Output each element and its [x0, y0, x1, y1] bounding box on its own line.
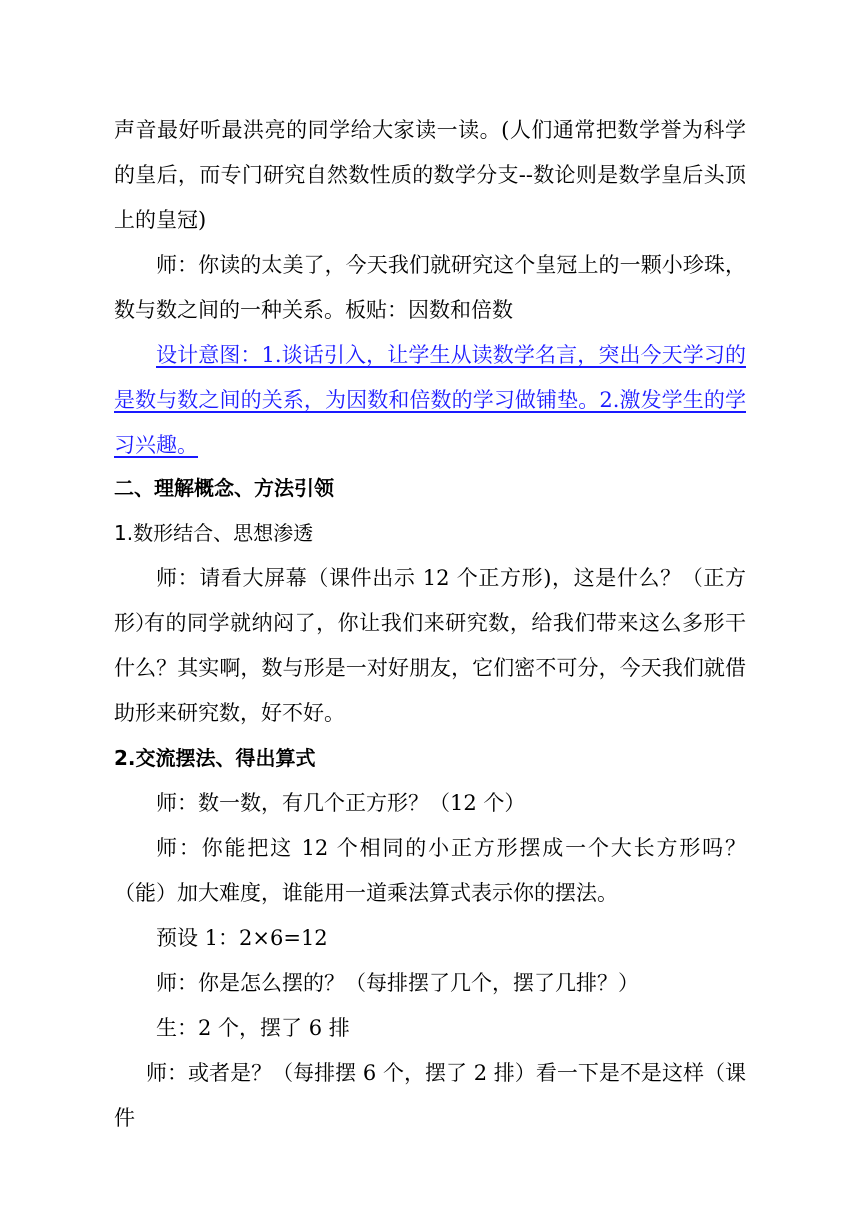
paragraph-teacher-crown: 师：你读的太美了，今天我们就研究这个皇冠上的一颗小珍珠，数与数之间的一种关系。板贴：因数和倍数: [114, 253, 746, 322]
subheading-arrangements: 2.交流摆法、得出算式: [114, 746, 316, 770]
paragraph-arrange-rectangle: 师：你能把这 12 个相同的小正方形摆成一个大长方形吗？（能）加大难度，谁能用一道乘法算式表示你的摆法。: [114, 836, 746, 905]
paragraph-teacher-alternative: 师：或者是？（每排摆 6 个，摆了 2 排）看一下是不是这样（课件: [114, 1061, 746, 1130]
paragraph-preset-1: 预设 1：2×6=12: [156, 926, 328, 950]
paragraph-number-shape-friends: 有的同学就纳闷了，你让我们来研究数，给我们带来这么多形干什么？其实啊，数与形是一对好朋友，它们密不可分，今天我们就借助形来研究数，好不好。: [114, 611, 746, 725]
paragraph-teacher-screen: 师：请看大屏幕（课件出示 12 个正方形)，这是什么？（正方形）: [114, 566, 746, 635]
paragraph-teacher-how: 师：你是怎么摆的？（每排摆了几个，摆了几排？）: [156, 971, 639, 995]
design-intent-note: 设计意图：1.谈话引入，让学生从读数学名言，突出今天学习的是数与数之间的关系，为因数和倍数的学习做铺垫。2.激发学生的学习兴趣。: [114, 343, 746, 457]
paragraph-count-squares: 师：数一数，有几个正方形？（12 个）: [156, 791, 526, 815]
section-heading-concepts: 二、理解概念、方法引领: [114, 476, 334, 500]
subheading-shape-number: 1.数形结合、思想渗透: [114, 521, 314, 545]
paragraph-intro-reading: 声音最好听最洪亮的同学给大家读一读。(人们通常把数学誉为科学的皇后，而专门研究自然数性质的数学分支--数论则是数学皇后头顶上的皇冠): [114, 118, 746, 232]
paragraph-student-answer: 生：2 个，摆了 6 排: [156, 1016, 350, 1040]
